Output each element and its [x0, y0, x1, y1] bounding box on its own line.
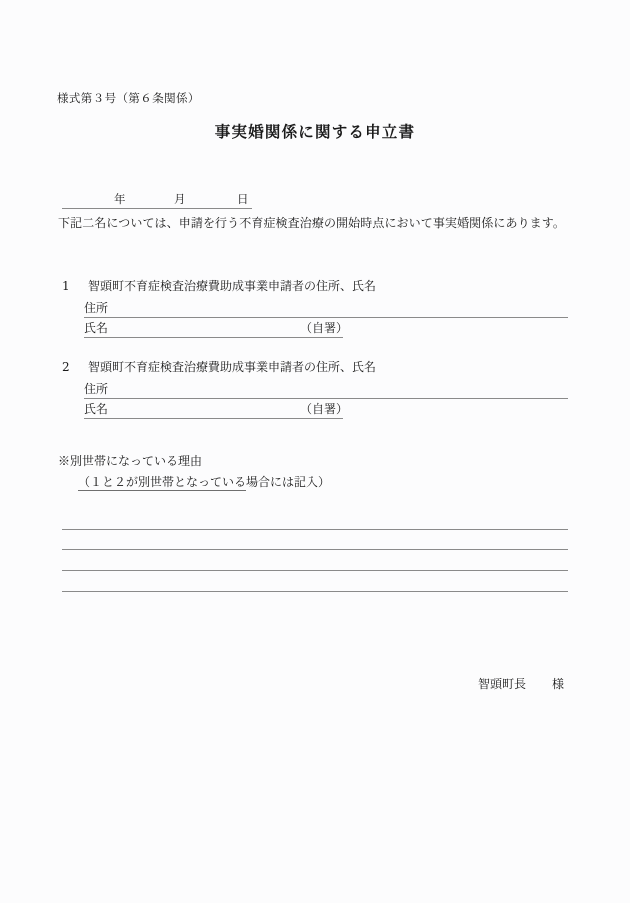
- remarks-subheading-underlined: （１と２が別世帯となっている: [78, 475, 247, 489]
- page-title: 事実婚関係に関する申立書: [214, 122, 416, 141]
- signature-note: （自署）: [300, 321, 349, 335]
- section-1-address-field[interactable]: [84, 298, 568, 318]
- addressee-line: [478, 678, 564, 690]
- section-2-name-field[interactable]: [84, 399, 349, 419]
- section-2-heading-text: 智頭町不育症検査治療費助成事業申請者の住所、氏名: [88, 360, 377, 374]
- name-label: 氏名: [84, 402, 109, 416]
- signature-note: （自署）: [300, 402, 349, 416]
- remarks-subheading: [78, 476, 330, 488]
- remarks-subheading-plain: 場合には記入）: [246, 475, 331, 489]
- section-1-name-field[interactable]: [84, 318, 349, 338]
- section-1-heading-text: 智頭町不育症検査治療費助成事業申請者の住所、氏名: [88, 279, 377, 293]
- remarks-write-line-1[interactable]: [62, 529, 568, 530]
- name-label: 氏名: [84, 321, 109, 335]
- section-2-heading: [62, 358, 376, 375]
- remarks-write-line-2[interactable]: [62, 549, 568, 550]
- day-label: 日: [237, 192, 249, 206]
- month-label: 月: [174, 192, 186, 206]
- addressee-honorific: 様: [552, 677, 565, 691]
- year-label: 年: [114, 192, 126, 206]
- form-number-label: 様式第３号（第６条関係）: [57, 91, 200, 105]
- section-1-heading: [62, 277, 376, 294]
- section-2-address-field[interactable]: [84, 379, 568, 399]
- declaration-statement: 下記二名については、申請を行う不育症検査治療の開始時点において事実婚関係にあります。: [58, 216, 566, 230]
- remarks-heading: ※別世帯になっている理由: [58, 454, 203, 468]
- address-label: 住所: [84, 382, 109, 396]
- remarks-write-line-3[interactable]: [62, 570, 568, 571]
- section-1-number: 1: [62, 279, 70, 293]
- remarks-write-line-4[interactable]: [62, 591, 568, 592]
- addressee-name: 智頭町長: [478, 677, 527, 691]
- date-entry-line[interactable]: [62, 190, 252, 209]
- section-2-number: 2: [62, 360, 70, 374]
- address-label: 住所: [84, 301, 109, 315]
